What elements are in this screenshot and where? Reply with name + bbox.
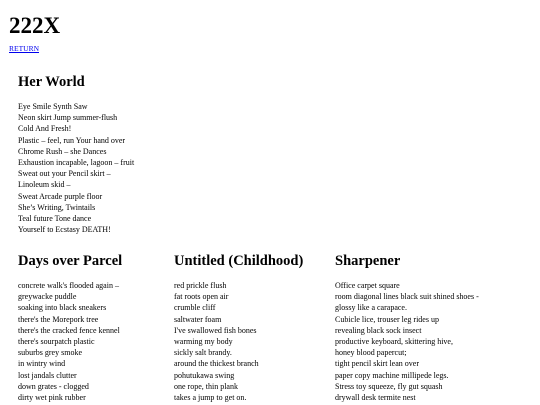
- poem-line: down grates - clogged: [18, 381, 89, 391]
- poem-line: Neon skirt Jump summer-flush: [18, 113, 118, 123]
- poem-line: room diagonal lines black suit shined shoes -: [335, 292, 479, 302]
- poem-line: I've swallowed fish bones: [174, 325, 257, 335]
- poem-line: drywall desk termite nest: [335, 392, 416, 402]
- poem-lines: [335, 280, 479, 403]
- poem-line: suburbs grey smoke: [18, 348, 82, 358]
- poem-line: Sweat Arcade purple floor: [18, 191, 103, 201]
- poem-title: Her World: [18, 74, 85, 90]
- poem-line: there's sourpatch plastic: [18, 336, 95, 346]
- poem-line: Eye Smile Synth Saw: [18, 102, 88, 111]
- poem-title: Days over Parcel: [18, 253, 123, 269]
- poem-line: pohutukawa swing: [174, 370, 235, 380]
- poem-line: red prickle flush: [174, 281, 227, 290]
- poem-line: warming my body: [174, 336, 233, 346]
- poem-title: Sharpener: [335, 253, 401, 269]
- poem-line: tight pencil skirt lean over: [335, 359, 419, 369]
- poem-line: there's the Morepork tree: [18, 314, 99, 324]
- poem-line: Cold And Fresh!: [18, 124, 72, 134]
- poem-line: Cubicle lice, trouser leg rides up: [335, 314, 439, 324]
- poem-line: Chrome Rush – she Dances: [18, 146, 107, 156]
- poem-line: She’s Writing, Twintails: [18, 202, 96, 212]
- poem-line: Linoleum skid –: [18, 180, 71, 190]
- poem-line: revealing black sock insect: [335, 325, 422, 335]
- poem-line: Teal future Tone dance: [18, 213, 92, 223]
- poem-line: paper copy machine millipede legs.: [335, 370, 449, 380]
- site-title: 222X: [9, 13, 61, 38]
- poem-days-over-parcel: [18, 253, 122, 403]
- poem-line: Plastic – feel, run Your hand over: [18, 135, 126, 145]
- poem-line: Yourself to Ecstasy DEATH!: [18, 225, 111, 235]
- poem-line: one rope, thin plank: [174, 381, 238, 391]
- poem-line: Office carpet square: [335, 281, 400, 290]
- poem-line: soaking into black sneakers: [18, 303, 107, 313]
- poem-line: takes a jump to get on.: [174, 392, 247, 402]
- poem-lines: [18, 280, 122, 403]
- poem-lines: [174, 280, 303, 403]
- poem-line: Sweat out your Pencil skirt –: [18, 169, 111, 179]
- poem-line: around the thickest branch: [174, 359, 259, 369]
- poem-line: honey blood papercut;: [335, 348, 407, 358]
- poem-line: sickly salt brandy.: [174, 348, 232, 358]
- poem-her-world: [18, 74, 134, 235]
- poem-untitled-childhood: [174, 253, 303, 403]
- poem-line: fat roots open air: [174, 292, 229, 302]
- poem-line: glossy like a carapace.: [335, 303, 407, 313]
- poem-title: Untitled (Childhood): [174, 253, 304, 269]
- poem-line: in wintry wind: [18, 359, 66, 369]
- poem-line: lost jandals clutter: [18, 370, 77, 380]
- poem-line: crumble cliff: [174, 303, 216, 313]
- poem-lines: [18, 101, 134, 235]
- poem-line: Exhaustion incapable, lagoon – fruit: [18, 157, 135, 167]
- poem-line: concrete walk's flooded again –: [18, 281, 119, 290]
- poem-sharpener: [335, 253, 479, 403]
- return-link[interactable]: RETURN: [9, 44, 39, 53]
- poem-line: dirty wet pink rubber: [18, 392, 86, 402]
- poem-line: Stress toy squeeze, fly gut squash: [335, 381, 443, 391]
- poem-line: productive keyboard, skittering hive,: [335, 336, 453, 346]
- poem-line: greywacke puddle: [18, 292, 77, 302]
- poem-line: there's the cracked fence kennel: [18, 325, 120, 335]
- poem-line: saltwater foam: [174, 314, 222, 324]
